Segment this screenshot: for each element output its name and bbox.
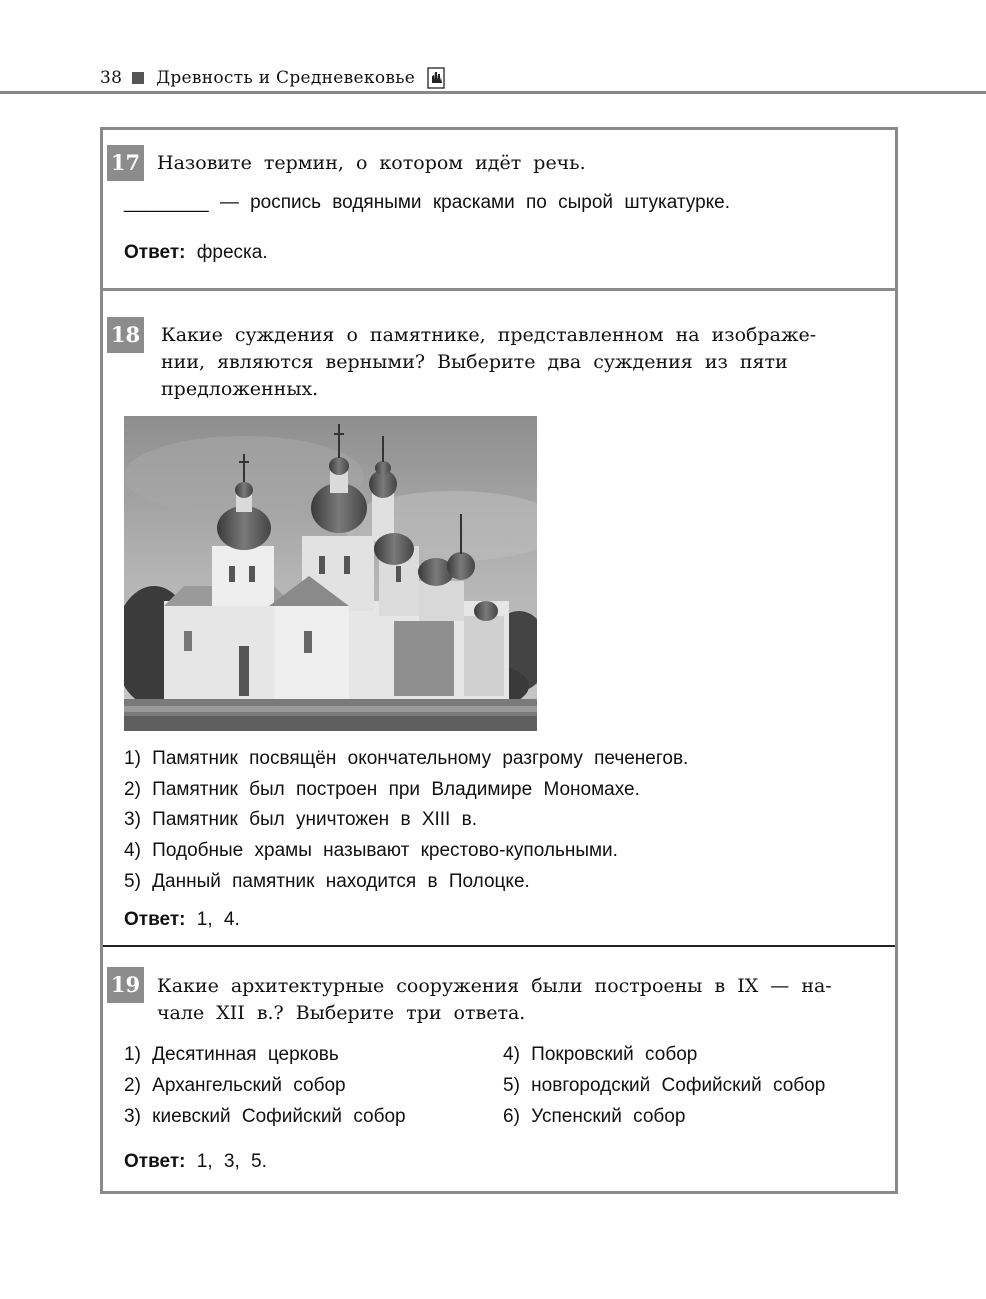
task-18-prompt-line: предложенных. [161,378,319,400]
task-17-answer [124,242,268,264]
task-number-17: 17 [107,145,144,181]
section-title: Древность и Средневековье [156,68,416,88]
page-header [100,64,445,92]
task-18-prompt-line: нии, являются верными? Выберите два суждения из пяти [161,351,788,373]
task-18-option-3: 3) Памятник был уничтожен в XIII в. [124,809,477,830]
task-17 [103,130,895,290]
cathedral-photo [124,416,537,731]
task-18-option-2: 2) Памятник был построен при Владимире Мономахе. [124,779,640,800]
task-19-option-5: 5) новгородский Софийский собор [503,1075,826,1096]
answer-value: 1, 3, 5. [196,1151,267,1172]
answer-label: Ответ: [124,1151,186,1172]
task-number-18: 18 [107,317,144,353]
answer-value: 1, 4. [196,909,240,930]
task-19-option-1: 1) Десятинная церковь [124,1044,339,1065]
task-18-prompt-line: Какие суждения о памятнике, представленном на изображе- [161,324,817,346]
task-18-option-4: 4) Подобные храмы называют крестово-купольными. [124,840,618,861]
task-number-19: 19 [107,967,144,1003]
hand-logo-icon [427,67,445,89]
tasks-frame [100,127,898,1194]
task-19-answer [124,1151,267,1173]
header-rule [0,91,986,94]
square-bullet-icon [132,72,144,84]
task-17-prompt: Назовите термин, о котором идёт речь. [157,152,586,174]
page-number: 38 [100,68,123,88]
answer-value: фреска. [196,242,268,263]
task-19-option-3: 3) киевский Софийский собор [124,1106,406,1127]
task-18-answer [124,909,240,931]
task-18 [103,291,895,946]
answer-label: Ответ: [124,909,186,930]
task-19-option-4: 4) Покровский собор [503,1044,698,1065]
task-19-prompt-line: чале XII в.? Выберите три ответа. [157,1002,526,1024]
task-19-option-2: 2) Архангельский собор [124,1075,346,1096]
task-18-option-5: 5) Данный памятник находится в Полоцке. [124,871,530,892]
task-19-prompt-line: Какие архитектурные сооружения были построены в IX — на- [157,975,832,997]
task-19 [103,947,895,1187]
task-19-option-6: 6) Успенский собор [503,1106,686,1127]
answer-label: Ответ: [124,242,186,263]
task-18-option-1: 1) Памятник посвящён окончательному разгрому печенегов. [124,748,689,769]
task-17-statement: ________ — роспись водяными красками по сырой штукатурке. [124,192,731,213]
